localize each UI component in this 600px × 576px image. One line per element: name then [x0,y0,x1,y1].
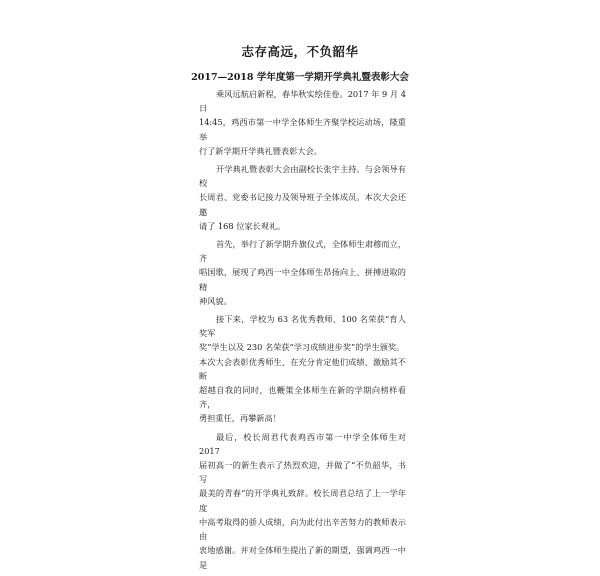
paragraph-host: 开学典礼暨表彰大会由副校长张宇主持。与会领导有校 长周君、党委书记接力及领导班子全体成员。本次大会还邀 请了 168 位家长观礼。 [199,164,406,231]
document-subtitle: 2017—2018 学年度第一学期开学典礼暨表彰大会 [191,72,409,83]
paragraph-flag-ceremony: 首先，举行了新学期升旗仪式，全体师生肃穆而立，齐 唱国歌，展现了鸡西一中全体师生昂扬向上、拼搏进取的精 神风貌。 [199,239,406,306]
document-body [199,87,406,576]
paragraph-principal-speech: 最后，校长周君代表鸡西市第一中学全体师生对 2017 届初高一的新生表示了热烈欢迎，并做了“不负韶华，书写 最美的青春”的开学典礼致辞。校长周君总结了上一学年度 中高考取得的骄人成绩，向为此付出辛苦努力的教师表示由 衷地感谢。并对全体师生提出了新的期望，强调鸡西一中是 [199,431,406,570]
paragraph-opening: 乘风远航启新程，春华秋实绘佳卷。2017 年 9 月 4 日 14:45，鸡西市第一中学全体师生齐聚学校运动场，隆重举 行了新学期开学典礼暨表彰大会。 [199,89,406,156]
document-title: 志存高远，不负韶华 [241,44,359,59]
paragraph-awards: 接下来，学校为 63 名优秀教师、100 名荣获“育人奖军 奖”学生以及 230 名荣获“学习成绩进步奖”的学生颁奖。 本次大会表彰优秀师生，在充分肯定他们成绩、激励其不断 超越自我的同时，也鞭策全体师生在新的学期向榜样看齐， 勇担重任，再攀新高！ [199,314,406,424]
